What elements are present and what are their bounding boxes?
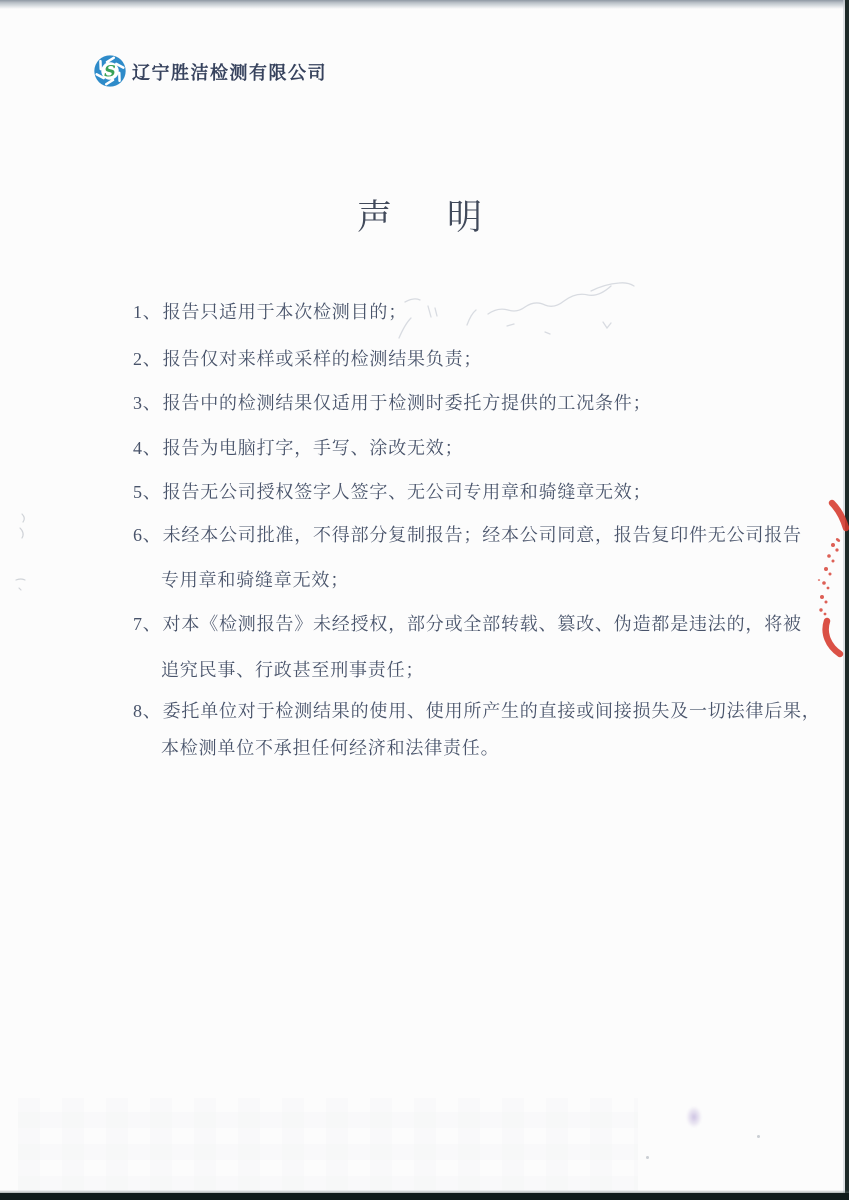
item-text: 对本《检测报告》未经授权，部分或全部转载、篡改、伪造都是违法的，将被 [162, 614, 802, 634]
item-text: 委托单位对于检测结果的使用、使用所产生的直接或间接损失及一切法律后果， [162, 701, 821, 721]
item-number: 1、 [133, 302, 162, 322]
scan-edge-bottom [0, 1193, 849, 1200]
item-number: 8、 [133, 701, 162, 721]
statement-item-8-line-1 [133, 697, 821, 723]
item-number: 7、 [133, 614, 162, 634]
item-text: 未经本公司批准，不得部分复制报告；经本公司同意，报告复印件无公司报告 [162, 525, 802, 545]
company-logo aperture-leaf-icon [91, 52, 129, 90]
scan-speck [757, 1135, 760, 1138]
statement-item-2 [133, 345, 482, 371]
statement-item-5 [133, 478, 651, 504]
item-text: 报告无公司授权签字人签字、无公司专用章和骑缝章无效； [162, 482, 652, 502]
statement-item-7-line-2: 追究民事、行政甚至刑事责任； [161, 660, 425, 680]
statement-item-8-line-2: 本检测单位不承担任何经济和法律责任。 [161, 738, 500, 758]
item-text: 报告只适用于本次检测目的； [162, 302, 408, 322]
svg-text:S: S [104, 61, 116, 81]
statement-item-7-line-1 [133, 610, 802, 636]
purple-smudge-artifact [686, 1106, 702, 1128]
scan-edge-top [0, 0, 849, 9]
pencil-scribble-artifact [395, 262, 665, 347]
statement-item-1 [133, 298, 407, 324]
scan-speck [646, 1156, 649, 1159]
left-edge-smudge-artifact [6, 500, 46, 600]
faint-watermark-texture [18, 1098, 638, 1192]
statement-item-6-line-1 [133, 521, 802, 547]
item-number: 6、 [133, 525, 162, 545]
item-number: 3、 [133, 393, 162, 413]
item-number: 2、 [133, 349, 162, 369]
page-title: 声 明 [356, 198, 492, 237]
statement-item-6-line-2: 专用章和骑缝章无效； [161, 570, 349, 590]
item-text: 报告仅对来样或采样的检测结果负责； [162, 349, 483, 369]
item-text: 报告中的检测结果仅适用于检测时委托方提供的工况条件； [162, 393, 652, 413]
item-text: 报告为电脑打字，手写、涂改无效； [162, 438, 464, 458]
company-name: 辽宁胜洁检测有限公司 [132, 63, 327, 83]
statement-item-4 [133, 434, 463, 460]
item-number: 5、 [133, 482, 162, 502]
red-seal-edge-stamp-icon [814, 494, 849, 662]
item-number: 4、 [133, 438, 162, 458]
statement-item-3 [133, 389, 651, 415]
